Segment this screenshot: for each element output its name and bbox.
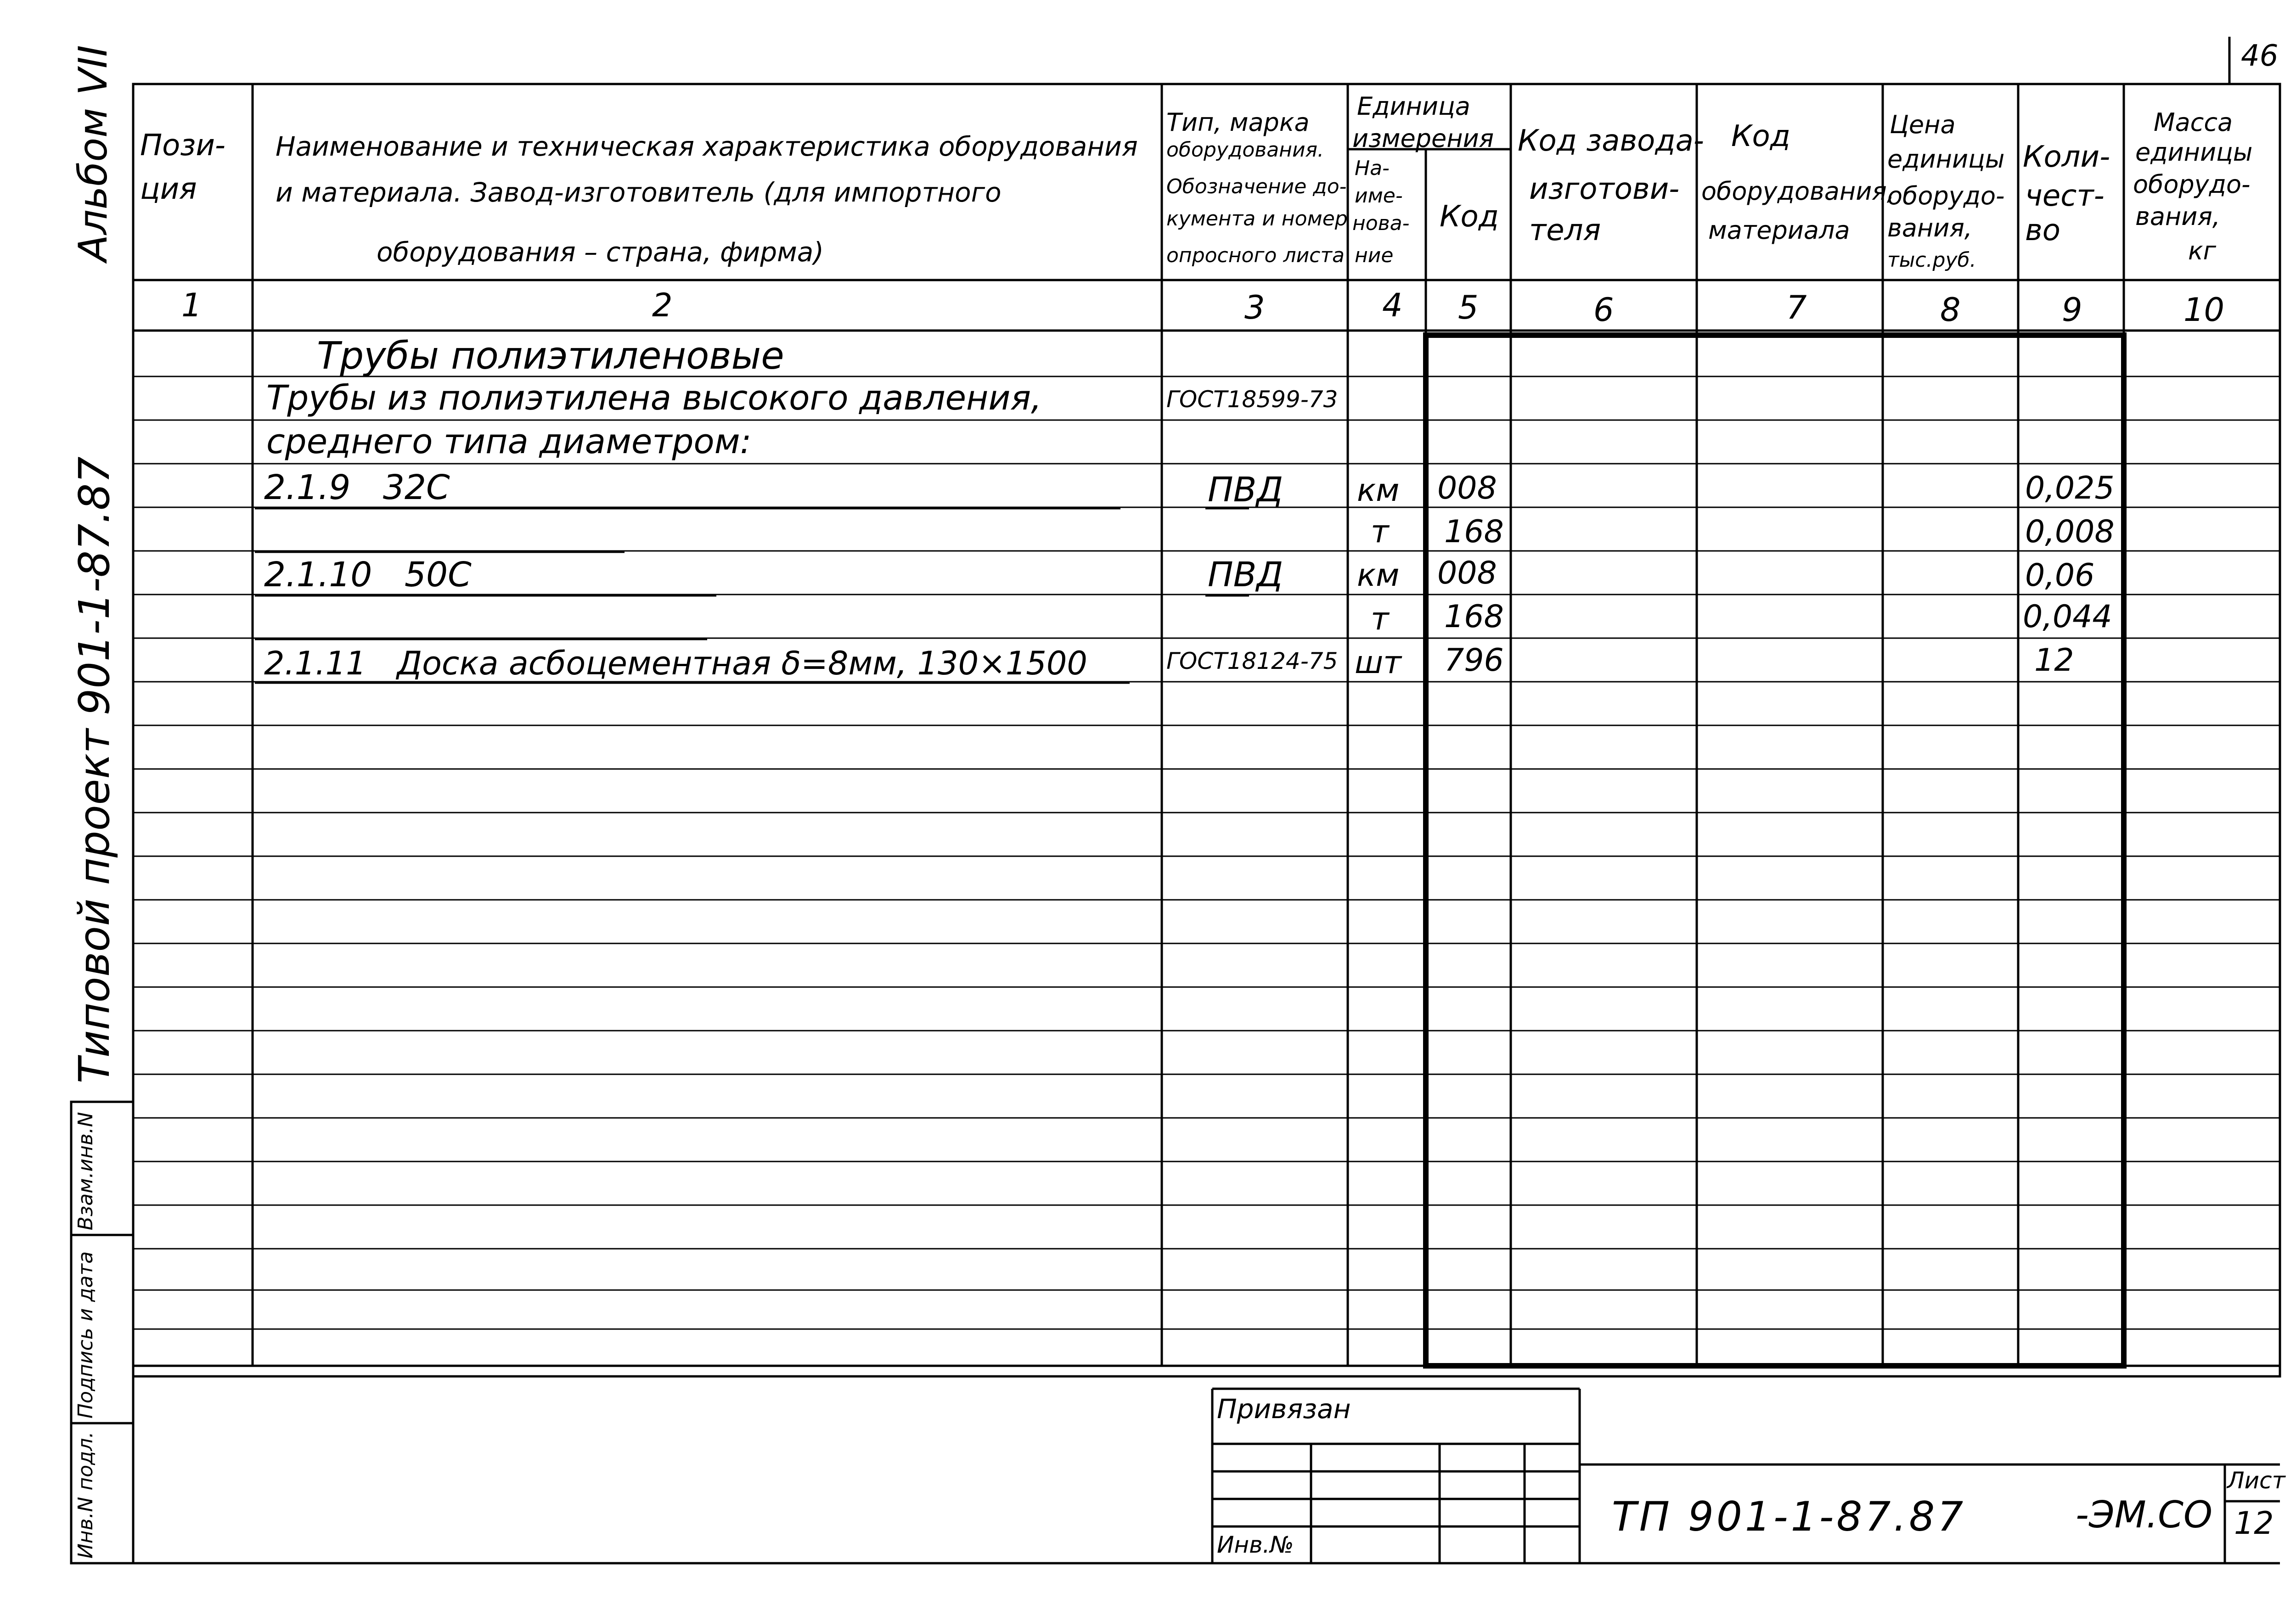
column-number: 2 xyxy=(652,286,673,324)
sheet-label: Лист xyxy=(2227,1467,2285,1494)
row-6-qty: 0,06 xyxy=(2025,557,2095,594)
column-number: 1 xyxy=(181,286,202,324)
row-6-type: ПВД xyxy=(1208,555,1283,595)
row-3-name: среднего типа диаметром: xyxy=(266,422,752,461)
row-8-name: 2.1.11 Доска асбоцементная δ=8мм, 130×1500 xyxy=(264,645,1087,682)
column-number: 10 xyxy=(2183,291,2225,329)
doc-suffix: -ЭМ.СО xyxy=(2076,1493,2213,1536)
row-4-name: 2.1.9 32С xyxy=(264,468,450,507)
row-4-unit: км xyxy=(1357,472,1400,509)
row-6-code: 008 xyxy=(1437,555,1497,591)
inv-no-label: Инв.№ xyxy=(1217,1532,1294,1558)
album-label: Альбом VII xyxy=(70,45,116,262)
stamp-label-inv: Инв.N подл. xyxy=(74,1431,97,1559)
row-8-standard: ГОСТ18124-75 xyxy=(1166,648,1338,674)
column-number: 8 xyxy=(1940,291,1961,329)
privyazan-label: Привязан xyxy=(1217,1393,1351,1425)
row-4-qty: 0,025 xyxy=(2025,470,2115,506)
row-2-name: Трубы из полиэтилена высокого давления, xyxy=(266,378,1042,418)
row-7-qty: 0,044 xyxy=(2023,599,2112,635)
row-6-unit: км xyxy=(1357,557,1400,594)
row-7-code: 168 xyxy=(1444,599,1504,635)
column-number: 9 xyxy=(2062,291,2082,329)
page-number: 46 xyxy=(2241,39,2279,73)
sheet-number: 12 xyxy=(2234,1505,2274,1542)
row-5-qty: 0,008 xyxy=(2025,514,2115,550)
row-4-code: 008 xyxy=(1437,470,1497,506)
row-2-standard: ГОСТ18599-73 xyxy=(1166,386,1338,413)
row-1-name: Трубы полиэтиленовые xyxy=(317,334,784,378)
column-number: 7 xyxy=(1786,289,1807,326)
column-number: 6 xyxy=(1593,291,1614,329)
row-8-qty: 12 xyxy=(2034,642,2074,679)
row-4-type: ПВД xyxy=(1208,470,1283,510)
project-label: Типовой проект 901-1-87.87 xyxy=(70,456,119,1083)
row-7-unit: т xyxy=(1371,601,1389,637)
column-number: 4 xyxy=(1382,286,1403,324)
row-5-code: 168 xyxy=(1444,514,1504,550)
row-5-unit: т xyxy=(1371,514,1389,550)
row-8-code: 796 xyxy=(1444,642,1504,679)
row-6-name: 2.1.10 50С xyxy=(264,555,472,595)
doc-code: ТП 901-1-87.87 xyxy=(1612,1493,1966,1540)
stamp-label-sign: Подпись и дата xyxy=(74,1251,97,1419)
column-number: 3 xyxy=(1244,289,1265,326)
row-8-unit: шт xyxy=(1355,645,1401,681)
column-number: 5 xyxy=(1458,289,1479,326)
stamp-label-vzam: Взам.инв.N xyxy=(74,1112,97,1230)
header-col5: Код xyxy=(1440,200,1499,234)
